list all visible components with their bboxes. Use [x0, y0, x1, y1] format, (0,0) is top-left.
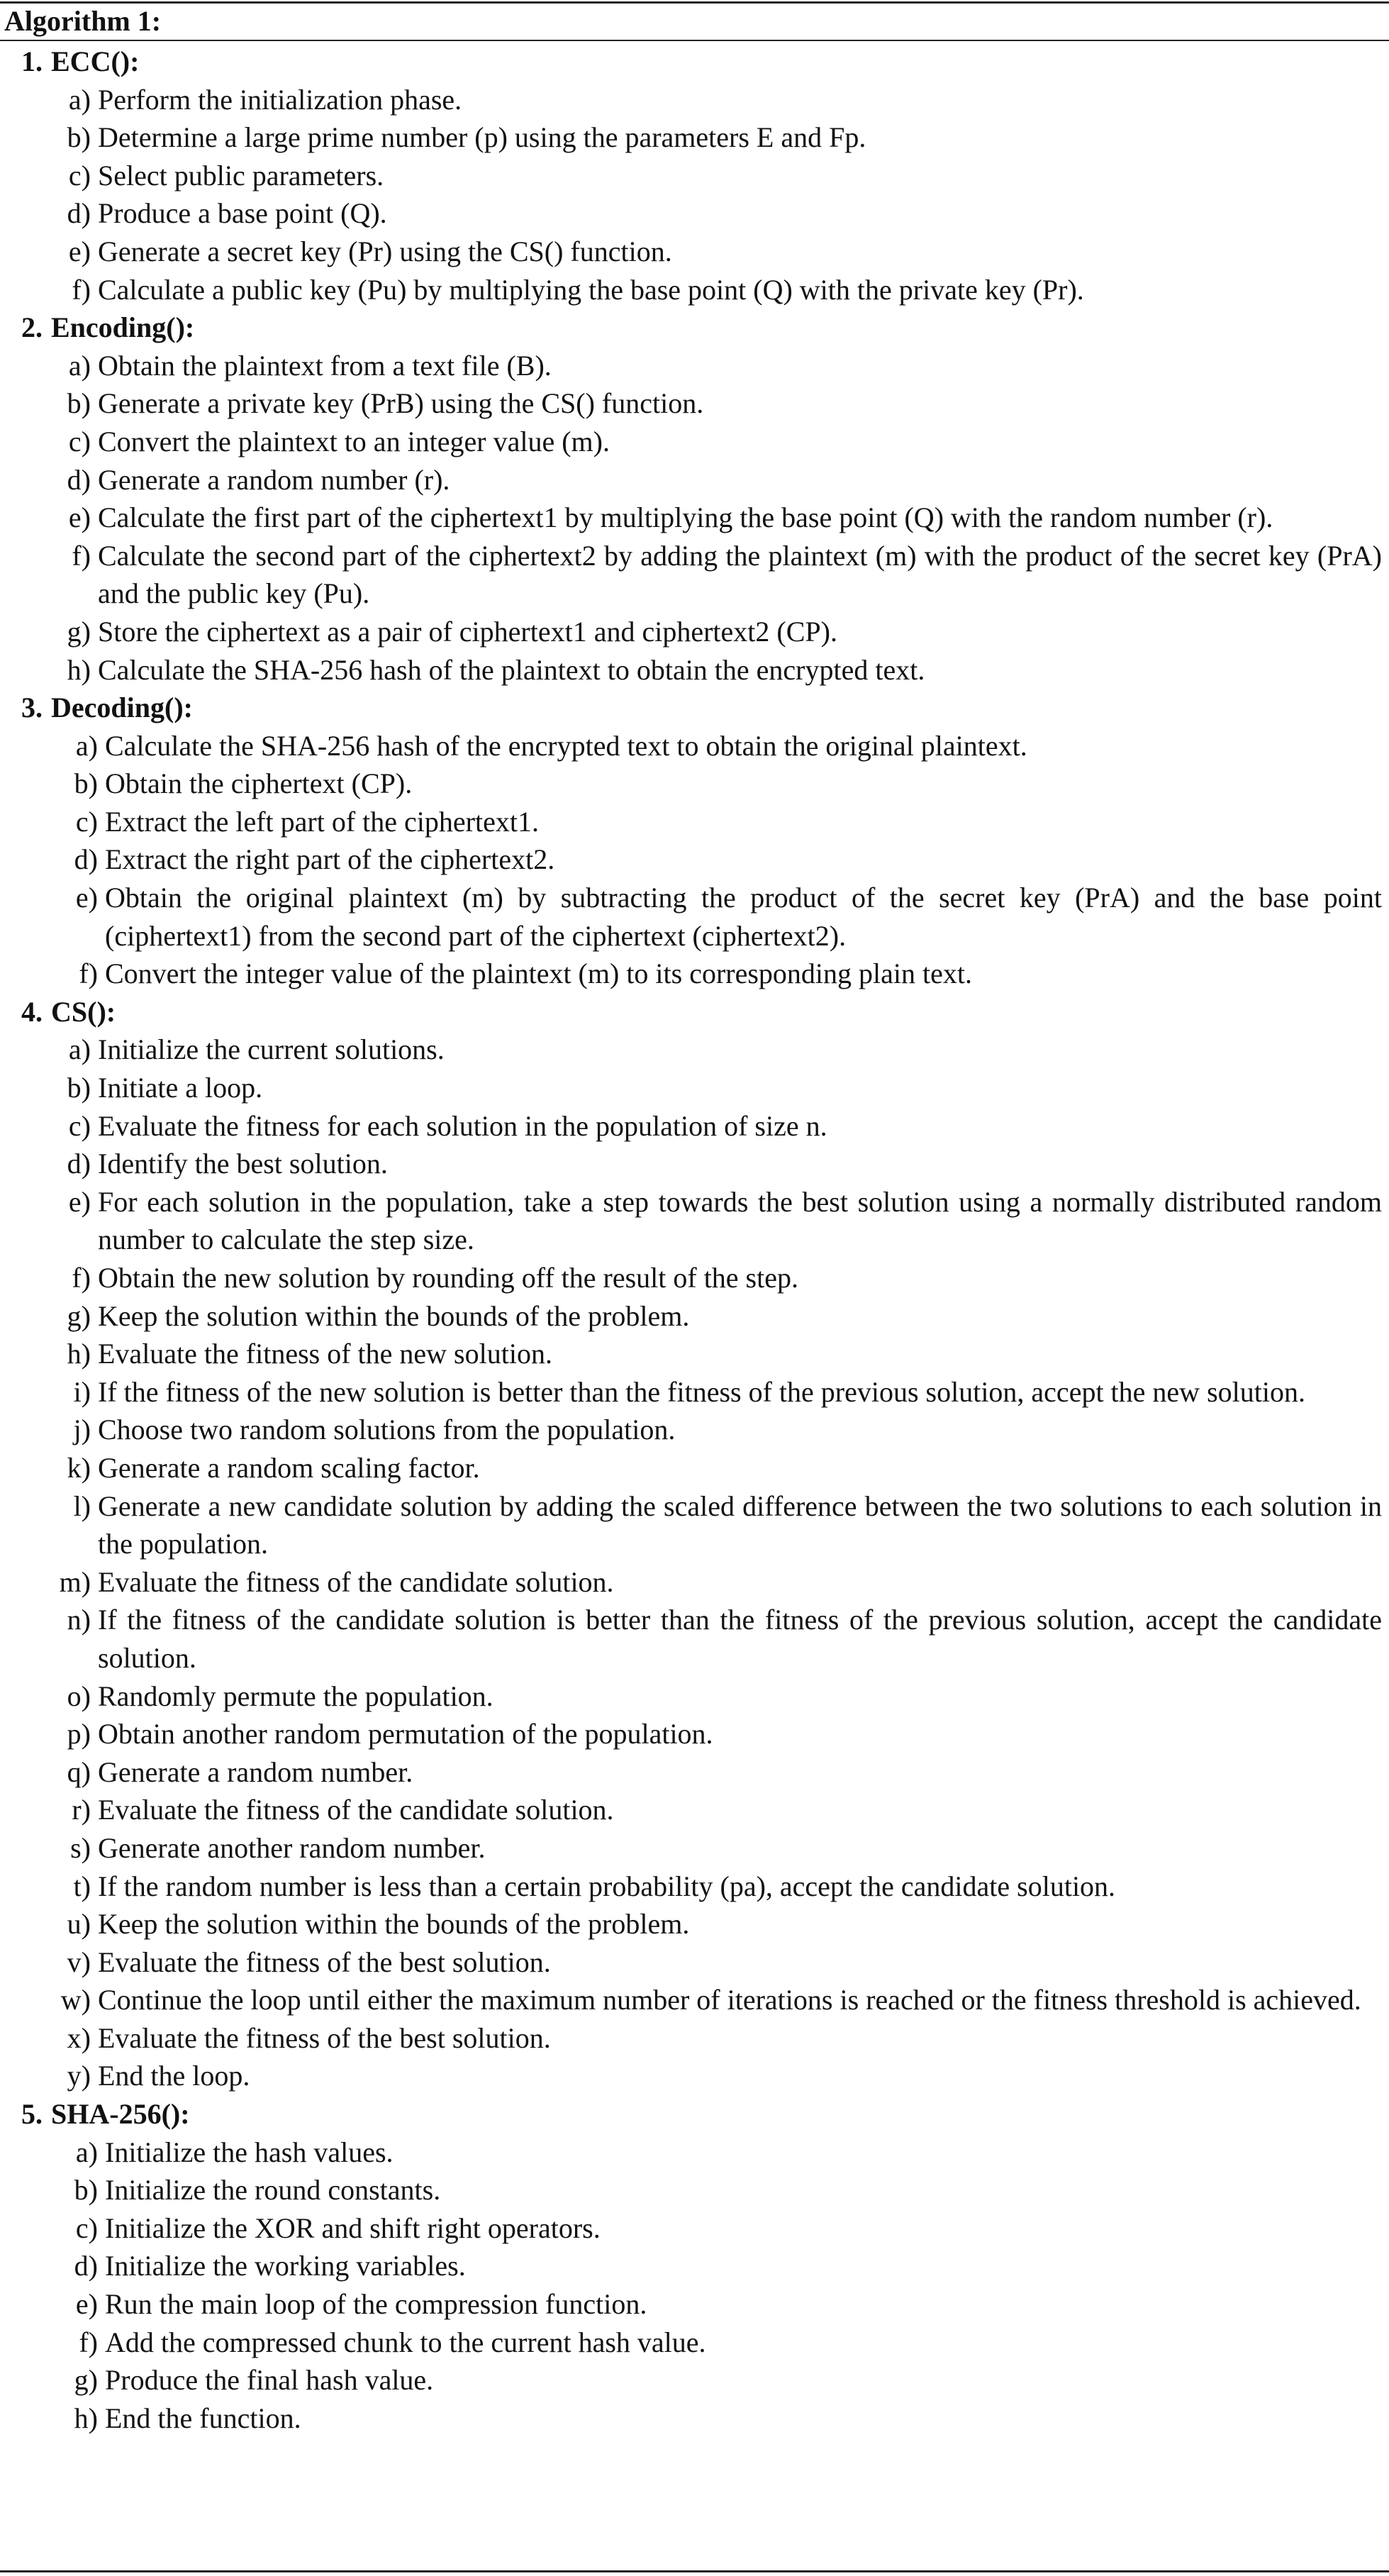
step-item	[0, 1183, 1389, 1259]
step-text: If the random number is less than a certain probability (pa), accept the candidate solution.	[98, 1870, 1116, 1902]
step-text: Obtain the new solution by rounding off the result of the step.	[98, 1262, 798, 1294]
section-title	[0, 993, 1389, 1031]
step-item	[0, 157, 1389, 195]
step-item	[0, 537, 1389, 613]
algorithm-title: Algorithm 1:	[4, 5, 162, 37]
step-label: b)	[67, 387, 91, 420]
step-item	[0, 765, 1389, 803]
section-title	[0, 2095, 1389, 2133]
step-text: Convert the integer value of the plaintext (m) to its corresponding plain text.	[105, 957, 973, 990]
step-item	[0, 1715, 1389, 1753]
step-label: a)	[68, 349, 91, 382]
step-label: g)	[67, 1299, 91, 1332]
step-item	[0, 233, 1389, 271]
step-label: d)	[67, 463, 91, 496]
section-number: 5.	[21, 2098, 43, 2131]
section-title	[0, 689, 1389, 727]
step-text: Calculate the SHA-256 hash of the encrypted text to obtain the original plaintext.	[105, 729, 1027, 762]
step-text: Select public parameters.	[98, 159, 384, 191]
section-2	[0, 309, 1389, 689]
step-label: e)	[68, 501, 91, 534]
step-item	[0, 2057, 1389, 2095]
step-text: Evaluate the fitness of the candidate solution.	[98, 1794, 614, 1826]
step-text: Evaluate the fitness of the candidate solution.	[98, 1565, 614, 1598]
step-label: h)	[67, 653, 91, 686]
step-label: t)	[73, 1870, 91, 1902]
step-label: g)	[74, 2364, 98, 2397]
step-text: Keep the solution within the bounds of the problem.	[98, 1908, 690, 1941]
step-label: b)	[67, 121, 91, 154]
step-label: y)	[67, 2060, 91, 2092]
section-4	[0, 993, 1389, 2095]
step-label: u)	[67, 1908, 91, 1941]
step-item	[0, 1487, 1389, 1563]
step-text: Extract the left part of the ciphertext1.	[105, 805, 539, 838]
step-label: r)	[72, 1794, 91, 1826]
algorithm-body	[0, 43, 1389, 2437]
section-number: 1.	[21, 45, 43, 77]
step-label: c)	[68, 425, 91, 457]
step-item	[0, 1145, 1389, 1183]
step-text: Convert the plaintext to an integer value (m).	[98, 425, 610, 457]
step-text: Initiate a loop.	[98, 1072, 263, 1104]
section-1	[0, 43, 1389, 309]
step-item	[0, 1411, 1389, 1449]
step-item	[0, 118, 1389, 157]
step-item	[0, 1259, 1389, 1297]
step-label: c)	[68, 159, 91, 191]
section-title	[0, 43, 1389, 81]
step-text: Evaluate the fitness for each solution in the population of size n.	[98, 1109, 827, 1142]
step-text: Keep the solution within the bounds of the problem.	[98, 1299, 690, 1332]
step-label: e)	[75, 882, 98, 914]
step-item	[0, 461, 1389, 499]
top-rule	[0, 1, 1389, 4]
step-text: For each solution in the population, take a step towards the best solution using a normally distributed random number to calculate the step size.	[98, 1185, 1382, 1256]
step-label: g)	[67, 615, 91, 648]
step-item	[0, 2361, 1389, 2399]
step-item	[0, 271, 1389, 309]
step-item	[0, 1677, 1389, 1716]
section-name: Decoding():	[51, 692, 193, 724]
section-name: Encoding():	[51, 311, 195, 344]
step-label: j)	[73, 1414, 91, 1446]
step-text: Produce a base point (Q).	[98, 197, 387, 230]
step-item	[0, 384, 1389, 423]
step-label: a)	[75, 2136, 98, 2168]
step-item	[0, 1563, 1389, 1601]
step-label: l)	[73, 1489, 91, 1522]
step-label: v)	[67, 1945, 91, 1978]
step-text: Initialize the current solutions.	[98, 1033, 445, 1066]
step-label: f)	[72, 1262, 91, 1294]
step-label: s)	[70, 1831, 91, 1864]
step-label: b)	[74, 2174, 98, 2206]
step-item	[0, 1335, 1389, 1373]
section-number: 3.	[21, 692, 43, 724]
step-item	[0, 1107, 1389, 1145]
step-item	[0, 955, 1389, 993]
step-item	[0, 1829, 1389, 1867]
step-text: Calculate the first part of the ciphertext1 by multiplying the base point (Q) with the random number (r).	[98, 501, 1273, 534]
step-text: Initialize the XOR and shift right operators.	[105, 2211, 601, 2244]
step-label: c)	[68, 1109, 91, 1142]
step-item	[0, 1297, 1389, 1336]
step-text: End the function.	[105, 2402, 301, 2434]
step-label: w)	[60, 1984, 91, 2016]
step-item	[0, 194, 1389, 233]
step-item	[0, 1981, 1389, 2019]
step-text: Initialize the round constants.	[105, 2174, 441, 2206]
step-item	[0, 2324, 1389, 2362]
step-item	[0, 2399, 1389, 2438]
step-text: Generate a new candidate solution by adding the scaled difference between the two solutions to each solution in the population.	[98, 1489, 1382, 1560]
title-rule	[0, 40, 1389, 41]
section-title	[0, 309, 1389, 347]
step-label: d)	[67, 1148, 91, 1180]
step-label: f)	[72, 539, 91, 572]
step-label: k)	[67, 1451, 91, 1484]
step-text: Calculate the second part of the ciphertext2 by adding the plaintext (m) with the product of the secret key (PrA) and the public key (Pu).	[98, 539, 1382, 610]
step-label: e)	[68, 235, 91, 267]
step-item	[0, 1791, 1389, 1829]
step-item	[0, 1905, 1389, 1943]
step-text: Generate a random scaling factor.	[98, 1451, 480, 1484]
step-text: Calculate the SHA-256 hash of the plaintext to obtain the encrypted text.	[98, 653, 925, 686]
step-label: c)	[75, 805, 98, 838]
step-label: a)	[68, 1033, 91, 1066]
step-text: Generate another random number.	[98, 1831, 486, 1864]
step-label: a)	[75, 729, 98, 762]
step-text: Obtain the ciphertext (CP).	[105, 767, 413, 800]
step-item	[0, 1601, 1389, 1677]
step-text: Store the ciphertext as a pair of ciphertext1 and ciphertext2 (CP).	[98, 615, 837, 648]
step-text: If the fitness of the candidate solution is better than the fitness of the previous solution, accept the candidate solution.	[98, 1604, 1382, 1674]
bottom-rule	[0, 2570, 1389, 2572]
step-item	[0, 1373, 1389, 1411]
step-item	[0, 2019, 1389, 2058]
step-item	[0, 1449, 1389, 1487]
step-item	[0, 2133, 1389, 2172]
step-item	[0, 651, 1389, 689]
step-text: Randomly permute the population.	[98, 1680, 493, 1712]
step-label: f)	[72, 273, 91, 306]
section-3	[0, 689, 1389, 993]
step-text: Choose two random solutions from the population.	[98, 1414, 676, 1446]
step-label: b)	[67, 1072, 91, 1104]
step-text: Produce the final hash value.	[105, 2364, 434, 2397]
step-item	[0, 423, 1389, 461]
step-item	[0, 1069, 1389, 1107]
section-name: CS():	[51, 995, 116, 1028]
step-item	[0, 727, 1389, 765]
step-text: Obtain another random permutation of the population.	[98, 1718, 713, 1750]
step-text: Evaluate the fitness of the best solution.	[98, 2021, 551, 2054]
step-item	[0, 1943, 1389, 1982]
step-label: h)	[74, 2402, 98, 2434]
step-item	[0, 879, 1389, 955]
step-item	[0, 803, 1389, 841]
step-text: If the fitness of the new solution is better than the fitness of the previous solution, accept the new solution.	[98, 1375, 1305, 1408]
step-label: c)	[75, 2211, 98, 2244]
step-text: Initialize the hash values.	[105, 2136, 394, 2168]
step-text: Identify the best solution.	[98, 1148, 388, 1180]
step-item	[0, 2171, 1389, 2209]
step-item	[0, 499, 1389, 537]
step-item	[0, 347, 1389, 385]
section-name: SHA-256():	[51, 2098, 190, 2131]
step-label: h)	[67, 1338, 91, 1370]
step-label: d)	[67, 197, 91, 230]
step-text: Evaluate the fitness of the new solution.	[98, 1338, 552, 1370]
step-label: n)	[67, 1604, 91, 1636]
section-number: 4.	[21, 995, 43, 1028]
step-item	[0, 81, 1389, 119]
step-item	[0, 1867, 1389, 1906]
step-label: x)	[67, 2021, 91, 2054]
step-item	[0, 613, 1389, 651]
step-item	[0, 2285, 1389, 2324]
step-label: q)	[67, 1755, 91, 1788]
step-label: e)	[75, 2288, 98, 2321]
step-label: f)	[79, 957, 98, 990]
section-number: 2.	[21, 311, 43, 344]
step-label: o)	[67, 1680, 91, 1712]
step-item	[0, 2209, 1389, 2248]
step-text: Add the compressed chunk to the current hash value.	[105, 2326, 706, 2358]
step-text: Extract the right part of the ciphertext2.	[105, 843, 555, 876]
section-name: ECC():	[51, 45, 140, 77]
step-text: Calculate a public key (Pu) by multiplying the base point (Q) with the private key (Pr).	[98, 273, 1084, 306]
step-label: m)	[59, 1565, 91, 1598]
step-label: a)	[68, 83, 91, 116]
step-text: Evaluate the fitness of the best solution.	[98, 1945, 551, 1978]
step-item	[0, 1031, 1389, 1069]
step-text: Generate a secret key (Pr) using the CS() function.	[98, 235, 672, 267]
section-5	[0, 2095, 1389, 2437]
step-text: Obtain the original plaintext (m) by subtracting the product of the secret key (PrA) and the base point (ciphertext1) from the second part of the ciphertext (ciphertext2).	[105, 882, 1382, 952]
step-label: p)	[67, 1718, 91, 1750]
step-label: e)	[68, 1185, 91, 1218]
step-item	[0, 2247, 1389, 2285]
step-text: Perform the initialization phase.	[98, 83, 462, 116]
step-text: Determine a large prime number (p) using the parameters E and Fp.	[98, 121, 866, 154]
step-text: Initialize the working variables.	[105, 2250, 466, 2282]
step-text: Generate a random number.	[98, 1755, 413, 1788]
step-label: d)	[74, 2250, 98, 2282]
step-text: Run the main loop of the compression function.	[105, 2288, 647, 2321]
step-label: b)	[74, 767, 98, 800]
step-text: Continue the loop until either the maximum number of iterations is reached or the fitness threshold is achieved.	[98, 1984, 1361, 2016]
step-label: d)	[74, 843, 98, 876]
step-text: Obtain the plaintext from a text file (B).	[98, 349, 552, 382]
step-text: Generate a private key (PrB) using the CS() function.	[98, 387, 704, 420]
step-label: i)	[73, 1375, 91, 1408]
step-item	[0, 1753, 1389, 1792]
step-label: f)	[79, 2326, 98, 2358]
step-text: Generate a random number (r).	[98, 463, 450, 496]
step-item	[0, 840, 1389, 879]
step-text: End the loop.	[98, 2060, 250, 2092]
